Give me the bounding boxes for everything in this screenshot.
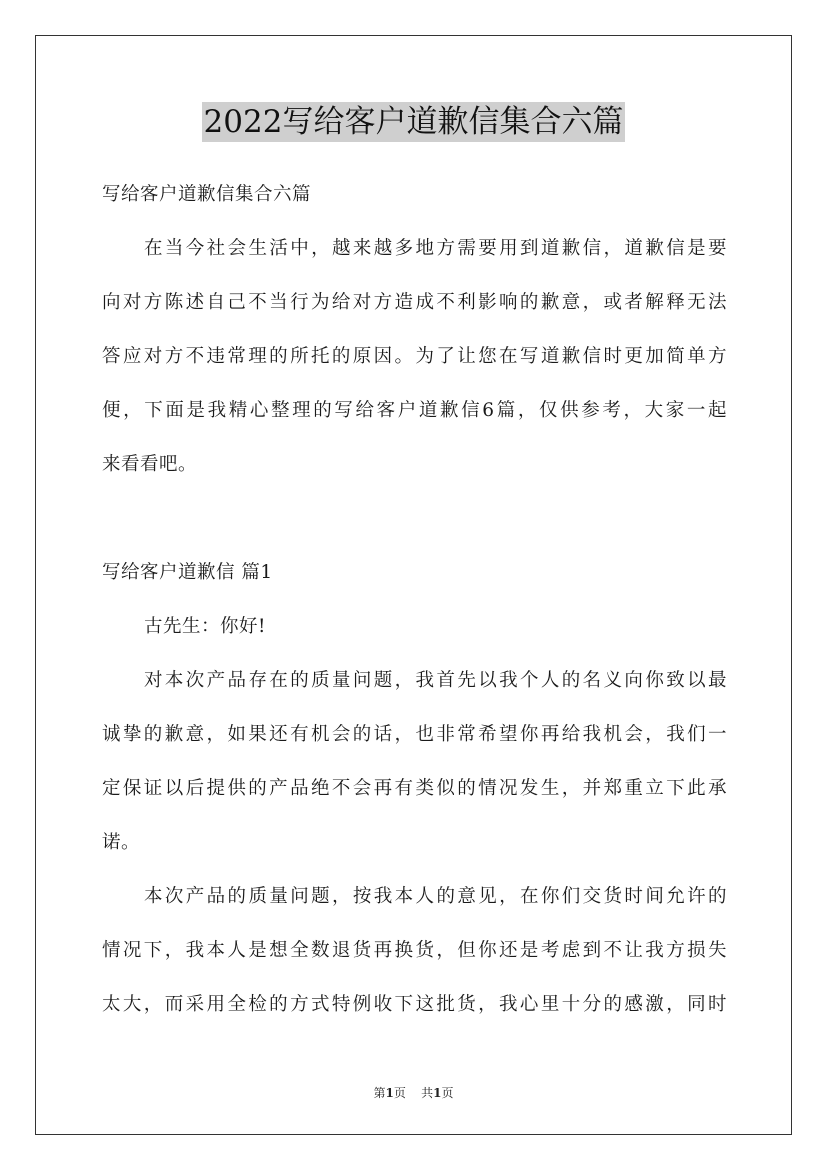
text-line: 在当今社会生活中，越来越多地方需要用到道歉信，道歉信是要 xyxy=(144,238,727,259)
text-line: 太大，而采用全检的方式特例收下这批货，我心里十分的感激，同时 xyxy=(102,994,727,1015)
title-container xyxy=(0,102,827,142)
text-line: 答应对方不违常理的所托的原因。为了让您在写道歉信时更加简单方 xyxy=(102,346,727,367)
text-line: 诺。 xyxy=(102,832,141,853)
text-line: 对本次产品存在的质量问题，我首先以我个人的名义向你致以最 xyxy=(144,670,727,691)
text-line: 古先生：你好! xyxy=(144,616,266,637)
text-line: 便，下面是我精心整理的写给客户道歉信6篇，仅供参考，大家一起 xyxy=(102,400,727,421)
text-line: 写给客户道歉信 篇1 xyxy=(102,562,273,583)
text-line: 向对方陈述自己不当行为给对方造成不利影响的歉意，或者解释无法 xyxy=(102,292,727,313)
text-line: 诚挚的歉意，如果还有机会的话，也非常希望你再给我机会，我们一 xyxy=(102,724,727,745)
page-number: 第1页 xyxy=(373,1086,406,1100)
document-title: 2022写给客户道歉信集合六篇 xyxy=(203,104,624,140)
text-line: 来看看吧。 xyxy=(102,454,198,475)
text-line: 定保证以后提供的产品绝不会再有类似的情况发生，并郑重立下此承 xyxy=(102,778,727,799)
blank-line xyxy=(102,492,727,546)
page-footer xyxy=(0,1084,827,1101)
page-total: 共1页 xyxy=(421,1086,454,1100)
text-line: 本次产品的质量问题，按我本人的意见，在你们交货时间允许的 xyxy=(144,886,727,907)
text-line: 情况下，我本人是想全数退货再换货，但你还是考虑到不让我方损失 xyxy=(102,940,727,961)
text-line: 写给客户道歉信集合六篇 xyxy=(102,184,312,205)
document-body xyxy=(102,168,727,1032)
